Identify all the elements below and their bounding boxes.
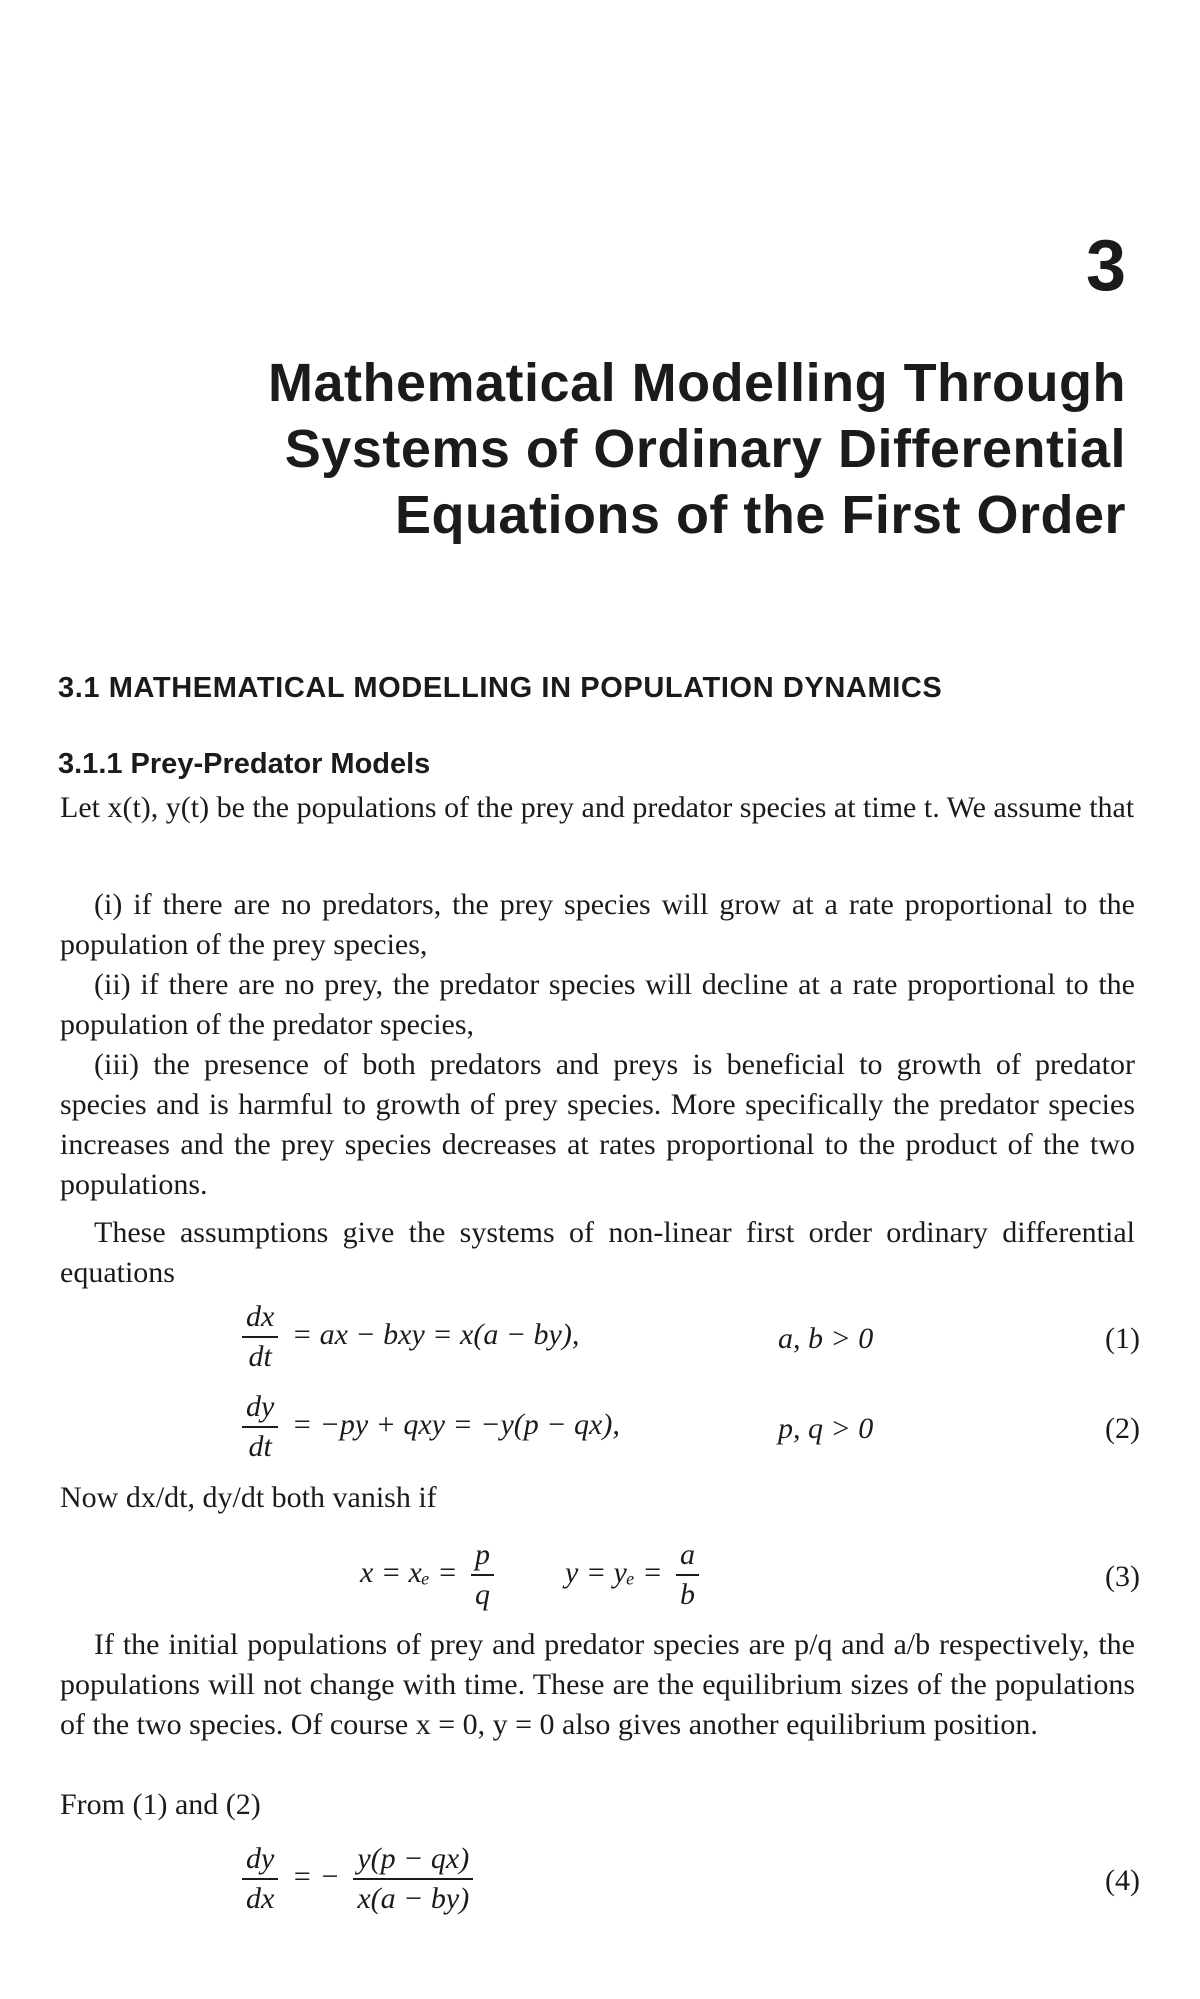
intro-paragraph: Let x(t), y(t) be the populations of the prey and predator species at time t. We assume that <box>60 791 1135 824</box>
eq2-condition: p, q > 0 <box>778 1412 874 1445</box>
eq2-denominator: dt <box>248 1430 272 1463</box>
eq4-rhs-denominator: x(a − by) <box>357 1882 470 1915</box>
eq4-lhs-fraction <box>242 1842 278 1916</box>
eq1-rhs: = ax − bxy = x(a − by), <box>291 1317 580 1351</box>
eq3-y-part: y = yₑ = <box>565 1555 663 1589</box>
chapter-title-line-3: Equations of the First Order <box>394 485 1126 545</box>
eq2-lhs-fraction <box>242 1390 278 1464</box>
assumption-1: (i) if there are no predators, the prey species will grow at a rate proportional to the population of the prey species, <box>60 888 1135 961</box>
eq3-x-fraction <box>471 1538 494 1612</box>
equation-3 <box>360 1538 705 1612</box>
eq3-x-numerator: p <box>471 1538 494 1576</box>
equation-2 <box>236 1390 620 1464</box>
eq3-y-denominator: b <box>680 1578 695 1611</box>
eq3-y-numerator: a <box>676 1538 699 1576</box>
eq4-equals: = − <box>291 1859 340 1893</box>
eq1-numerator: dx <box>242 1300 278 1338</box>
eq4-number: (4) <box>1105 1864 1140 1897</box>
equilibrium-paragraph: If the initial populations of prey and predator species are p/q and a/b respectively, the populations will not change with time. These are the equilibrium sizes of the populations of the two species. Of course x = 0, y = 0 also gives another equilibrium position. <box>60 1628 1135 1741</box>
eq1-condition: a, b > 0 <box>778 1322 874 1355</box>
eq4-numerator: dy <box>242 1842 278 1880</box>
from-line: From (1) and (2) <box>60 1788 261 1821</box>
eq3-x-part: x = xₑ = <box>360 1555 458 1589</box>
eq3-number: (3) <box>1105 1560 1140 1593</box>
eq4-rhs-fraction <box>353 1842 473 1916</box>
system-paragraph: These assumptions give the systems of non-linear first order ordinary differential equations <box>60 1216 1135 1289</box>
eq2-numerator: dy <box>242 1390 278 1428</box>
subsection-heading: 3.1.1 Prey-Predator Models <box>58 748 431 780</box>
vanish-line: Now dx/dt, dy/dt both vanish if <box>60 1481 437 1514</box>
assumption-2: (ii) if there are no prey, the predator species will decline at a rate proportional to the population of the predator species, <box>60 968 1135 1041</box>
eq1-number: (1) <box>1105 1322 1140 1355</box>
eq1-lhs-fraction <box>242 1300 278 1374</box>
eq4-denominator: dx <box>246 1882 275 1915</box>
equation-4 <box>236 1842 479 1916</box>
eq2-number: (2) <box>1105 1412 1140 1445</box>
eq3-x-denominator: q <box>475 1578 490 1611</box>
eq2-rhs: = −py + qxy = −y(p − qx), <box>291 1407 620 1441</box>
chapter-title-line-2: Systems of Ordinary Differential <box>284 419 1126 479</box>
chapter-title <box>226 350 1126 548</box>
chapter-number: 3 <box>1085 226 1126 306</box>
eq3-y-fraction <box>676 1538 699 1612</box>
eq1-denominator: dt <box>248 1340 272 1373</box>
assumption-3: (iii) the presence of both predators and preys is beneficial to growth of predator species and is harmful to growth of prey species. More specifically the predator species increases and the prey species decreases at rates proportional to the product of the two populations. <box>60 1048 1135 1201</box>
eq4-rhs-numerator: y(p − qx) <box>353 1842 473 1880</box>
equation-1 <box>236 1300 579 1374</box>
chapter-title-line-1: Mathematical Modelling Through <box>267 353 1126 413</box>
section-heading: 3.1 MATHEMATICAL MODELLING IN POPULATION DYNAMICS <box>58 672 943 704</box>
